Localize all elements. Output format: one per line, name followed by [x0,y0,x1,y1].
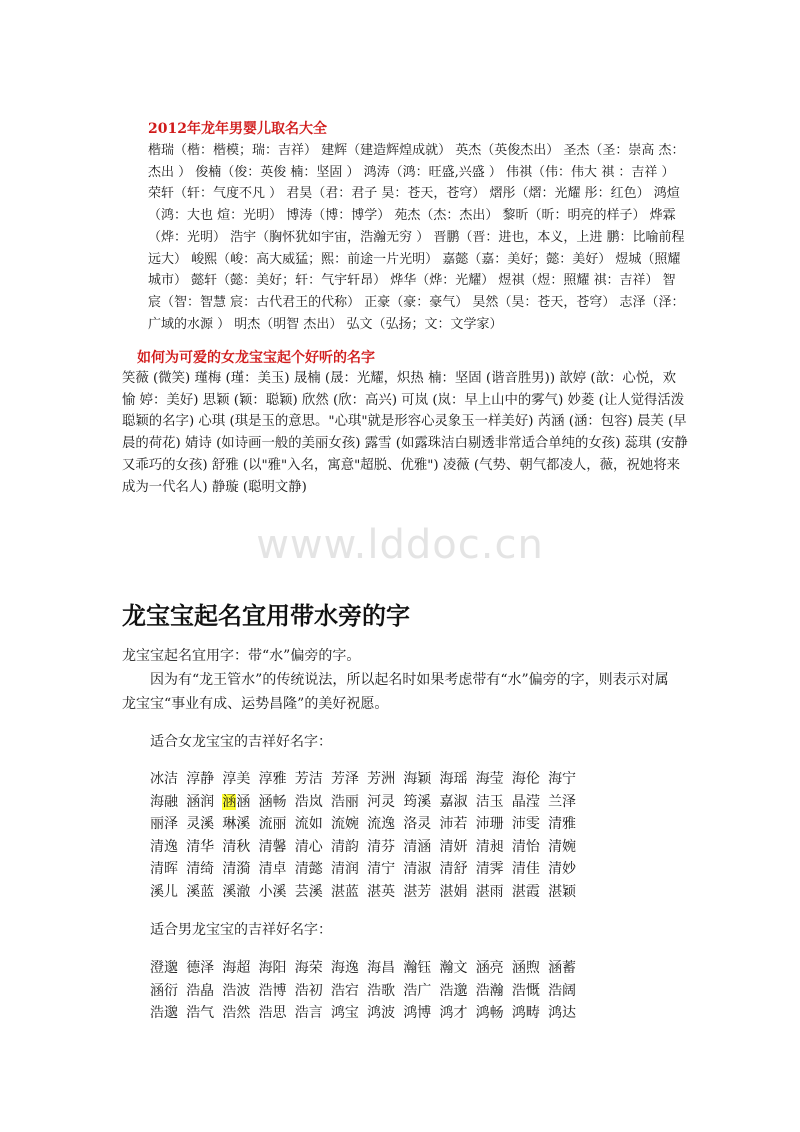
name-item: 清卓 [258,861,287,878]
name-item: 鸿波 [367,1005,396,1022]
name-item: 涵润 [186,793,215,810]
name-item: 清懿 [294,861,323,878]
name-item: 瀚文 [439,960,468,976]
watermark: www.lddoc.cn [256,522,544,568]
name-item: 洛灵 [403,816,432,833]
name-item: 溪蓝 [186,883,215,900]
name-item: 浩然 [222,1005,251,1022]
name-item: 湛颖 [548,883,577,900]
name-item: 浩皛 [186,982,215,999]
name-item: 流逸 [367,816,396,833]
girls-names-label: 适合女龙宝宝的吉祥好名字： [150,734,332,750]
name-item: 河灵 [367,793,396,810]
name-item: 清舒 [439,861,468,878]
name-item: 淳静 [186,771,215,787]
name-item: 涵煦 [511,960,540,976]
name-item: 湛英 [367,883,396,900]
section-title-girls: 如何为可爱的女龙宝宝起个好听的名字 [137,350,375,366]
name-item: 浩邈 [439,982,468,999]
name-item: 清芬 [367,838,396,855]
name-item: 鸿博 [403,1005,432,1022]
name-item: 清婉 [548,838,577,855]
name-item: 洁玉 [475,793,504,810]
name-item: 流婉 [330,816,359,833]
name-row [150,881,584,904]
name-row [150,957,584,980]
name-item: 海宁 [548,771,577,787]
page-heading: 龙宝宝起名宜用带水旁的字 [122,602,410,630]
intro-text [122,644,682,716]
highlighted-char: 涵 [222,793,237,810]
boys-names-grid [150,957,584,1025]
name-item: 海超 [222,960,251,976]
name-item: 流丽 [258,816,287,833]
name-item: 海阳 [258,960,287,976]
name-item: 浩丽 [330,793,359,810]
name-item: 清心 [294,838,323,855]
name-item: 湛芳 [403,883,432,900]
name-item: 小溪 [258,883,287,900]
name-item: 沛雯 [511,816,540,833]
name-item: 海莹 [475,771,504,787]
name-item: 鸿宝 [330,1005,359,1022]
name-item: 海瑶 [439,771,468,787]
name-item: 清逸 [150,838,178,855]
name-item: 清晖 [150,861,178,878]
boys-names-label: 适合男龙宝宝的吉祥好名字： [150,922,332,938]
name-item: 浩阔 [548,982,577,999]
name-item: 浩广 [403,982,432,999]
name-item: 溪儿 [150,883,178,900]
name-item: 鸿达 [548,1005,577,1022]
name-row [150,791,584,814]
name-item: 浩歌 [367,982,396,999]
name-item: 涵衍 [150,982,178,999]
name-item: 海伦 [511,771,540,787]
name-item: 浩气 [186,1005,215,1022]
name-item: 浩邈 [150,1005,178,1022]
name-item: 湛霞 [511,883,540,900]
name-item: 沛若 [439,816,468,833]
name-item: 淳美 [222,771,251,787]
name-item: 清霁 [475,861,504,878]
name-item: 清昶 [475,838,504,855]
name-item: 鸿才 [439,1005,468,1022]
name-item: 芳泽 [330,771,359,787]
name-item: 清涵 [403,838,432,855]
name-item: 浩言 [294,1005,323,1022]
name-item: 流如 [294,816,323,833]
name-item: 涵畅 [258,793,287,810]
name-item: 冰洁 [150,771,178,787]
name-item: 涵涵 [222,793,251,810]
name-item: 德泽 [186,960,215,976]
name-item: 芳洲 [367,771,396,787]
name-item: 清润 [330,861,359,878]
name-item: 海颖 [403,771,432,787]
name-item: 丽泽 [150,816,178,833]
name-item: 清华 [186,838,215,855]
name-item: 浩宕 [330,982,359,999]
name-item: 海昌 [367,960,396,976]
intro-line-1: 龙宝宝起名宜用字：带“水”偏旁的字。 [122,648,361,664]
name-item: 湛娟 [439,883,468,900]
name-item: 清怡 [511,838,540,855]
name-item: 芸溪 [294,883,323,900]
name-item: 浩慨 [511,982,540,999]
name-item: 海逸 [330,960,359,976]
name-item: 瀚钰 [403,960,432,976]
name-item: 清秋 [222,838,251,855]
name-item: 琳溪 [222,816,251,833]
name-item: 清淑 [403,861,432,878]
name-item: 涵亮 [475,960,504,976]
name-item: 清妙 [548,861,577,878]
name-item: 海荣 [294,960,323,976]
name-item: 涵蓄 [548,960,577,976]
name-row [150,836,584,859]
name-item: 浩思 [258,1005,287,1022]
name-item: 灵溪 [186,816,215,833]
name-row [150,768,584,791]
name-item: 清宁 [367,861,396,878]
name-item: 清绮 [186,861,215,878]
intro-line-2: 因为有“龙王管水”的传统说法，所以起名时如果考虑带有“水”偏旁的字，则表示对属龙宝宝“事业有成、运势昌隆”的美好祝愿。 [122,672,669,712]
name-item: 浩瀚 [475,982,504,999]
name-row [150,858,584,881]
name-item: 晶滢 [511,793,540,810]
name-item: 浩岚 [294,793,323,810]
name-item: 湛蓝 [330,883,359,900]
name-item: 清妍 [439,838,468,855]
boys-names-section-2012 [148,118,688,335]
name-item: 清雅 [548,816,577,833]
name-item: 浩初 [294,982,323,999]
girls-names-grid [150,768,584,904]
name-item: 清佳 [511,861,540,878]
name-item: 浩波 [222,982,251,999]
girls-names-section [122,348,688,498]
name-item: 清韵 [330,838,359,855]
name-item: 鸿畴 [511,1005,540,1022]
name-item: 浩博 [258,982,287,999]
name-item: 海融 [150,793,178,810]
name-item: 芳洁 [294,771,323,787]
name-item: 沛珊 [475,816,504,833]
name-row [150,813,584,836]
section-title-boys-2012: 2012年龙年男婴儿取名大全 [148,121,327,137]
name-item: 鸿畅 [475,1005,504,1022]
name-item: 筠溪 [403,793,432,810]
name-item: 兰泽 [548,793,577,810]
name-row [150,980,584,1003]
name-item: 嘉淑 [439,793,468,810]
boys-names-paragraph: 楷瑞（楷：楷模；瑞：吉祥） 建辉（建造辉煌成就） 英杰（英俊杰出） 圣杰（圣：崇高 杰：杰出 ） 俊楠（俊：英俊 楠：坚固 ） 鸿涛（鸿：旺盛,兴盛 ） 伟祺（伟：伟大 祺 ：吉祥 ） 荣轩（轩：气度不凡 ） 君昊（君：君子 昊：苍天，苍穹） 熠彤（熠：光耀 彤：红色） 鸿煊（鸿：大也 煊：光明） 博涛（博：博学） 苑杰（杰：杰出） 黎昕（昕：明亮的样子） 烨霖（烨：光明） 浩宇（胸怀犹如宇宙，浩瀚无穷 ） 晋鹏（晋：进也，本义，上进 鹏：比喻前程远大） 峻熙（峻：高大威猛；熙：前途一片光明） 嘉懿（嘉：美好；懿：美好） 煜城（照耀城市） 懿轩（懿：美好；轩：气宇轩昂） 烨华（烨：光耀） 煜祺（煜：照耀 祺：吉祥） 智宸（智：智慧 宸：古代君王的代称） 正豪（豪：豪气） 昊然（昊：苍天，苍穹） 志泽（泽：广域的水源 ） 明杰（明智 杰出） 弘文（弘扬；文：文学家） [148,143,685,332]
name-item: 清漪 [222,861,251,878]
name-row [150,1002,584,1025]
girls-names-paragraph: 笑薇 (微笑) 瑾梅 (瑾：美玉) 晟楠 (晟：光耀，炽热 楠：坚固 (谐音胜男)) 歆婷 (歆：心悦，欢愉 婷：美好) 思颖 (颖：聪颖) 欣然 (欣：高兴) 可岚 (岚：早上山中的雾气) 妙菱 (让人觉得活泼聪颖的名字) 心琪 (琪是玉的意思。"心琪"就是形容心灵象玉一样美好) 芮涵 (涵：包容) 晨芙 (早晨的荷花) 婧诗 (如诗画一般的美丽女孩) 露雪 (如露珠洁白剔透非常适合单纯的女孩) 蕊琪 (安静又乖巧的女孩) 舒雅 (以"雅"入名，寓意"超脱、优雅") 凌薇 (气势、朝气都凌人，薇，祝她将来成为一代名人) 静璇 (聪明文静) [122,371,688,495]
name-item: 淳雅 [258,771,287,787]
name-item: 溪澈 [222,883,251,900]
name-item: 清馨 [258,838,287,855]
name-item: 湛雨 [475,883,504,900]
name-item: 澄邈 [150,960,178,976]
